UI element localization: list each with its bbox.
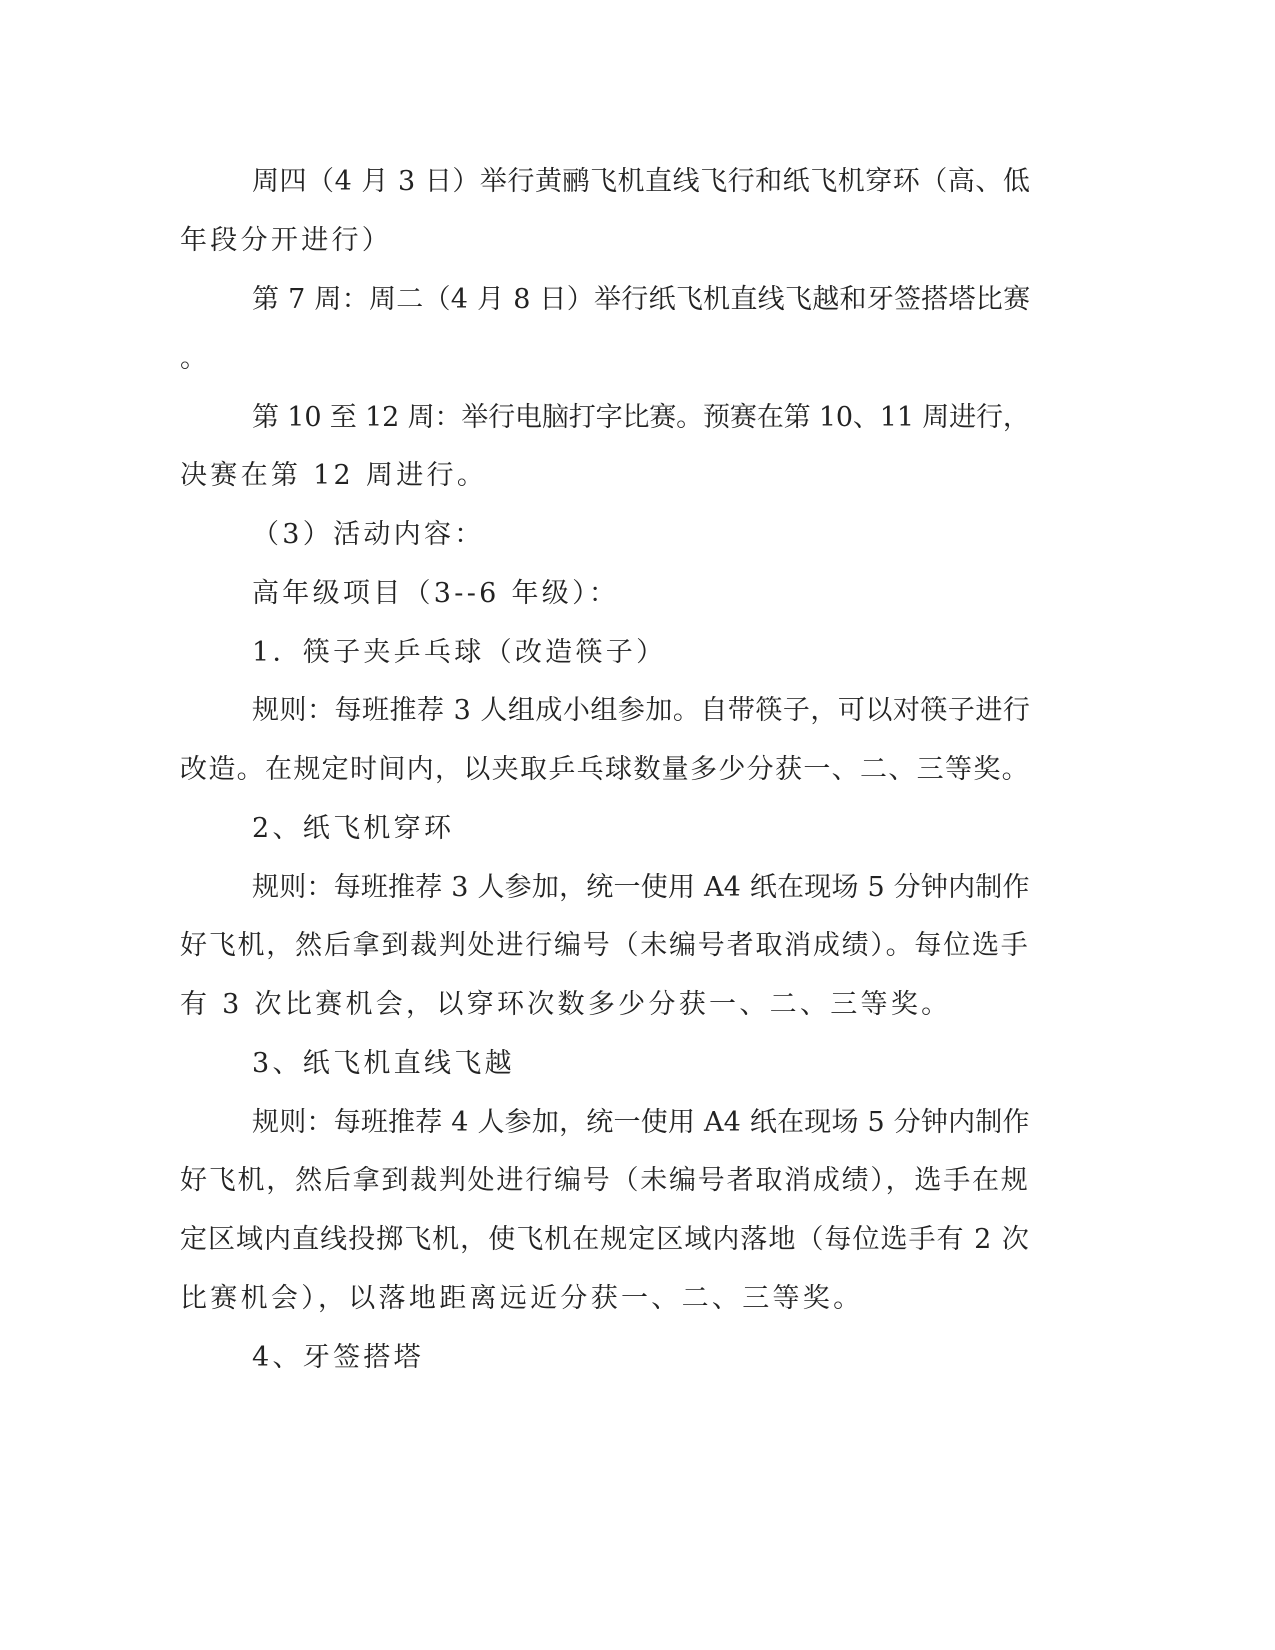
item-heading: 2、纸飞机穿环 xyxy=(252,813,455,844)
paragraph-line: 定区域内直线投掷飞机，使飞机在规定区域内落地（每位选手有 2 次 xyxy=(180,1224,1030,1255)
section-heading: （3）活动内容： xyxy=(252,519,485,550)
paragraph-line: 第 10 至 12 周：举行电脑打字比赛。预赛在第 10、11 周进行， xyxy=(252,402,1030,433)
paragraph-line: 好飞机，然后拿到裁判处进行编号（未编号者取消成绩）。每位选手 xyxy=(180,930,1030,961)
paragraph-line: 规则：每班推荐 4 人参加，统一使用 A4 纸在现场 5 分钟内制作 xyxy=(252,1107,1030,1138)
item-heading: 4、牙签搭塔 xyxy=(252,1342,424,1373)
item-heading: 1．筷子夹乒乓球（改造筷子） xyxy=(252,637,667,668)
paragraph-line: 周四（4 月 3 日）举行黄鹂飞机直线飞行和纸飞机穿环（高、低 xyxy=(252,166,1031,197)
paragraph-line: 第 7 周：周二（4 月 8 日）举行纸飞机直线飞越和牙签搭塔比赛 xyxy=(252,284,1031,315)
paragraph-line: 决赛在第 12 周进行。 xyxy=(180,460,488,491)
paragraph-line: 有 3 次比赛机会，以穿环次数多少分获一、二、三等奖。 xyxy=(180,989,952,1020)
subsection-heading: 高年级项目（3--6 年级）： xyxy=(252,578,620,609)
paragraph-line: 规则：每班推荐 3 人组成小组参加。自带筷子，可以对筷子进行 xyxy=(252,695,1031,726)
paragraph-line: 改造。在规定时间内，以夹取乒乓球数量多少分获一、二、三等奖。 xyxy=(180,754,1030,785)
paragraph-line: 年段分开进行） xyxy=(180,225,393,256)
item-heading: 3、纸飞机直线飞越 xyxy=(252,1048,515,1079)
paragraph-line: 规则：每班推荐 3 人参加，统一使用 A4 纸在现场 5 分钟内制作 xyxy=(252,872,1030,903)
paragraph-line: 。 xyxy=(180,343,211,374)
paragraph-line: 好飞机，然后拿到裁判处进行编号（未编号者取消成绩），选手在规 xyxy=(180,1165,1030,1196)
paragraph-line: 比赛机会），以落地距离远近分获一、二、三等奖。 xyxy=(180,1283,864,1314)
